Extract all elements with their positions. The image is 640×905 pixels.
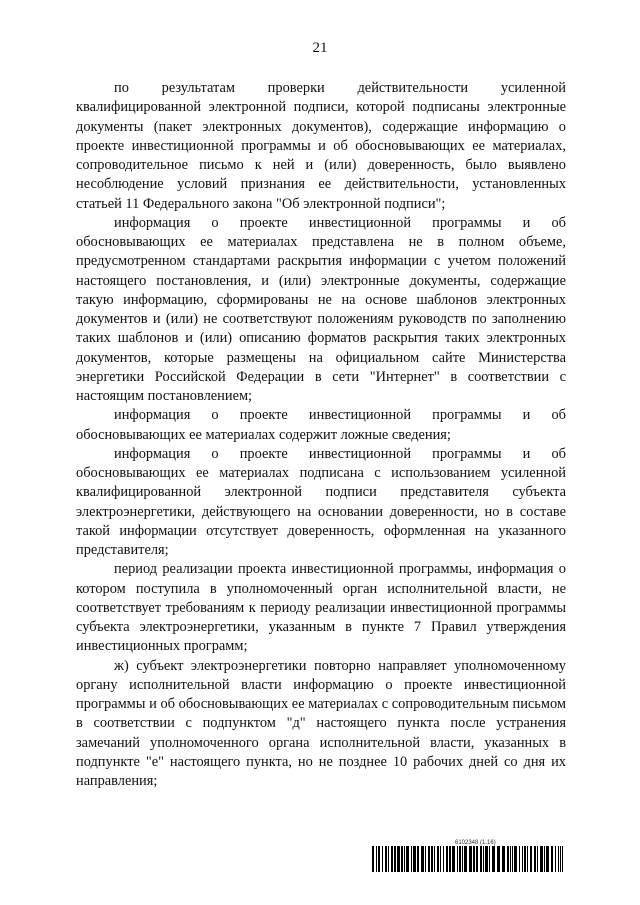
barcode-image — [372, 846, 563, 872]
document-code: 6102348 (1.16) — [455, 840, 496, 846]
paragraph-missing-power-of-attorney: информация о проекте инвестиционной программы и об обосновывающих ее материалах подписана с использованием усиленной квалифицированной электронной подписи представителя субъекта электроэнергетики, действующего на основании доверенности, но в составе такой информации отсутствует доверенность, оформленная на указанного представителя; — [76, 445, 566, 558]
paragraph-incomplete-info: информация о проекте инвестиционной программы и об обосновывающих ее материалах представлена не в полном объеме, предусмотренном стандартами раскрытия информации с учетом положений настоящего постановления, и (или) электронные документы, содержащие такую информацию, сформированы не на основе шаблонов электронных документов и (или) не соответствуют положениям руководств по заполнению таких шаблонов и (или) описанию форматов раскрытия таких электронных документов, которые размещены на официальном сайте Министерства энергетики Российской Федерации в сети "Интернет" в соответствии с настоящим постановлением; — [76, 214, 566, 404]
page-number: 21 — [312, 40, 328, 56]
paragraph-signature-check: по результатам проверки действительности усиленной квалифицированной электронной подписи, которой подписаны электронные документы (пакет электронных документов), содержащие информацию о проекте инвестиционной программы и об обосновывающих ее материалах, сопроводительное письмо к ней и (или) доверенность, было выявлено несоблюдение условий признания ее действительности, установленных статьей 11 Федерального закона "Об электронной подписи"; — [76, 80, 566, 212]
document-body — [76, 79, 566, 791]
paragraph-subitem-zh: ж) субъект электроэнергетики повторно направляет уполномоченному органу исполнительной власти информацию о проекте инвестиционной программы и об обосновывающих ее материалах с сопроводительным письмом в соответствии с подпунктом "д" настоящего пункта после устранения замечаний уполномоченного органа исполнительной власти, указанных в подпункте "е" настоящего пункта, но не позднее 10 рабочих дней со дня их направления; — [76, 657, 566, 789]
paragraph-period-mismatch: период реализации проекта инвестиционной программы, информация о котором поступила в уполномоченный орган исполнительной власти, не соответствует требованиям к периоду реализации инвестиционной программы субъекта электроэнергетики, указанным в пункте 7 Правил утверждения инвестиционных программ; — [76, 561, 566, 655]
paragraph-false-info: информация о проекте инвестиционной программы и об обосновывающих ее материалах содержит ложные сведения; — [76, 407, 566, 443]
